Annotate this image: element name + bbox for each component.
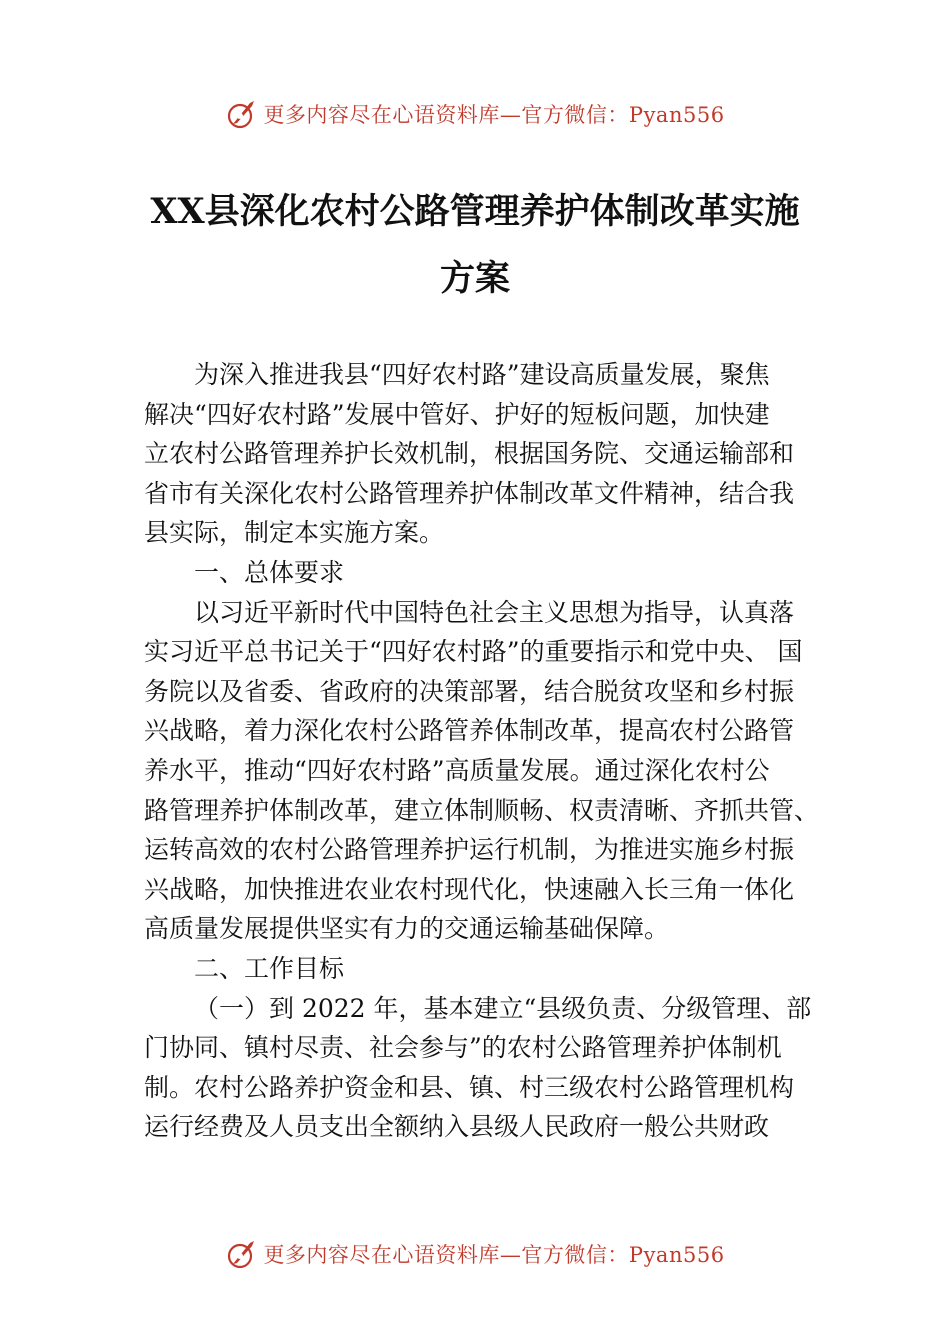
body-line: 二、工作目标 [194, 953, 345, 983]
body-line: 养水平，推动“四好农村路”高质量发展。通过深化农村公 [144, 755, 770, 785]
document-title-line-1: XX县深化农村公路管理养护体制改革实施 [150, 191, 800, 232]
body-line: 为深入推进我县“四好农村路”建设高质量发展，聚焦 [194, 360, 770, 389]
footer-banner-text: 更多内容尽在心语资料库—官方微信：Pyan556 [263, 1243, 725, 1267]
quill-logo-icon [225, 97, 259, 131]
document-title-line-2: 方案 [439, 258, 510, 299]
body-line: 以习近平新时代中国特色社会主义思想为指导，认真落 [194, 597, 795, 627]
body-line: 务院以及省委、省政府的决策部署，结合脱贫攻坚和乡村振 [144, 676, 795, 706]
body-line: 门协同、镇村尽责、社会参与”的农村公路管理养护体制机 [144, 1033, 782, 1063]
body-line: 运行经费及人员支出全额纳入县级人民政府一般公共财政 [144, 1112, 770, 1142]
body-line: 制。农村公路养护资金和县、镇、村三级农村公路管理机构 [144, 1072, 795, 1102]
body-line: 路管理养护体制改革，建立体制顺畅、权责清晰、齐抓共管、 [144, 795, 820, 825]
body-line: 高质量发展提供坚实有力的交通运输基础保障。 [144, 914, 670, 944]
body-line: 兴战略，着力深化农村公路管养体制改革，提高农村公路管 [144, 716, 795, 746]
body-line: 实习近平总书记关于“四好农村路”的重要指示和党中央、 国 [144, 637, 803, 667]
body-line: 一、总体要求 [194, 557, 345, 587]
footer-banner [0, 1234, 950, 1274]
header-banner-text: 更多内容尽在心语资料库—官方微信：Pyan556 [263, 103, 725, 127]
body-line: 运转高效的农村公路管理养护运行机制，为推进实施乡村振 [144, 835, 795, 865]
body-line: 省市有关深化农村公路管理养护体制改革文件精神，结合我 [144, 478, 795, 508]
header-banner [0, 94, 950, 134]
body-line: 县实际，制定本实施方案。 [144, 518, 445, 548]
quill-logo-icon [225, 1237, 259, 1271]
body-line: 解决“四好农村路”发展中管好、护好的短板问题，加快建 [144, 399, 770, 429]
document-body [144, 355, 824, 1147]
body-line: 兴战略，加快推进农业农村现代化，快速融入长三角一体化 [144, 874, 795, 904]
body-line: （一）到 2022 年，基本建立“县级负责、分级管理、部 [194, 993, 812, 1023]
body-line: 立农村公路管理养护长效机制，根据国务院、交通运输部和 [144, 439, 795, 469]
